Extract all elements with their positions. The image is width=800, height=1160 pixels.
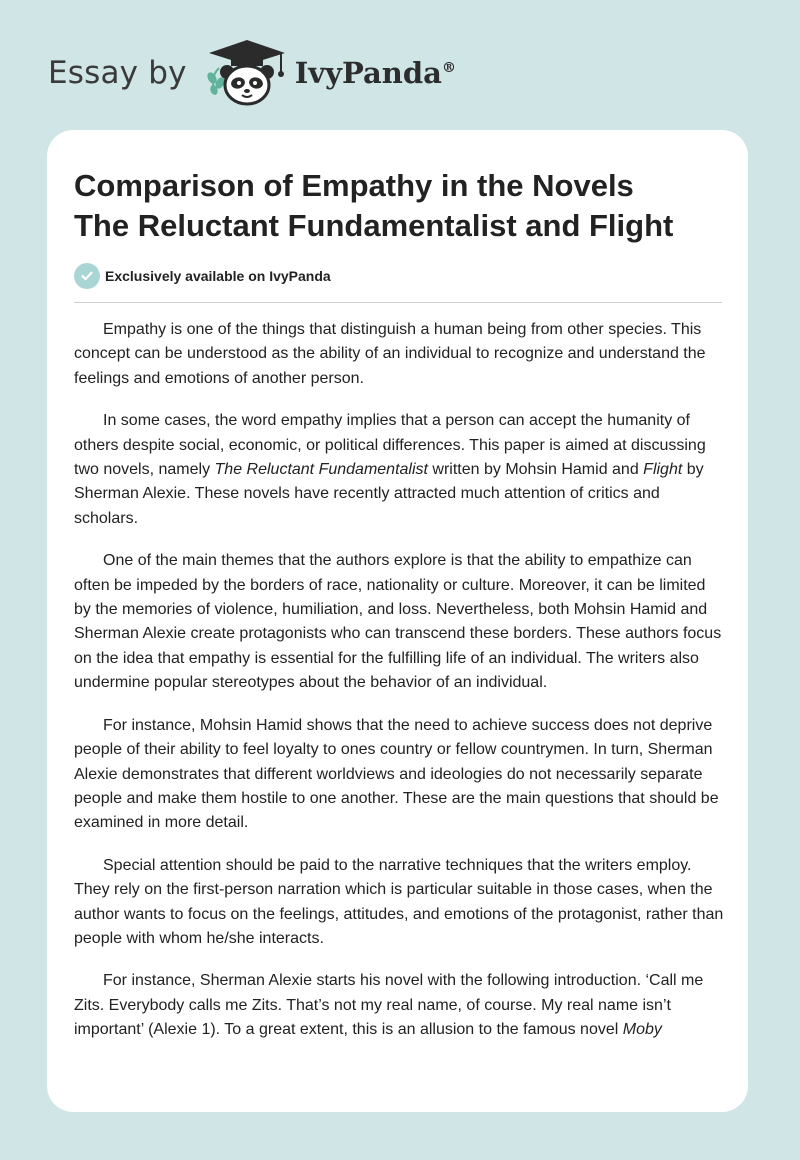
paragraph-2-text-c: written by Mohsin Hamid and — [427, 461, 644, 479]
exclusive-badge — [74, 263, 331, 289]
site-header — [48, 38, 456, 108]
brand-name[interactable] — [295, 56, 456, 90]
divider — [74, 302, 722, 303]
panda-graduation-cap-icon[interactable] — [201, 38, 293, 108]
essay-by-label: Essay by — [48, 55, 187, 91]
essay-body — [74, 318, 724, 1061]
registered-mark: ® — [441, 60, 456, 76]
book-title-flight: Flight — [643, 461, 683, 479]
check-circle-icon — [74, 263, 100, 289]
paragraph-4: For instance, Mohsin Hamid shows that the need to achieve success does not deprive people of their ability to feel loyalty to ones country or fellow countrymen. In turn, Sherman Alexie demonstrates that different worldviews and ideologies do not necessarily separate people and make them hostile to one another. These are the main questions that should be examined in more detail. — [74, 716, 719, 832]
exclusive-label: Exclusively available on IvyPanda — [105, 268, 331, 284]
title-line-2: The Reluctant Fundamentalist and Flight — [74, 208, 674, 243]
paragraph-3: One of the main themes that the authors explore is that the ability to empathize can often be impeded by the borders of race, nationality or culture. Moreover, it can be limited by the memories of violence, humiliation, and loss. Nevertheless, both Mohsin Hamid and Sherman Alexie create protagonists who can transcend these borders. These authors focus on the idea that empathy is essential for the fulfilling life of an individual. The writers also undermine popular stereotypes about the behavior of an individual. — [74, 552, 722, 692]
paragraph-1: Empathy is one of the things that distinguish a human being from other species. This concept can be understood as the ability of an individual to recognize and understand the feelings and emotions of another person. — [74, 321, 706, 387]
essay-title — [74, 166, 734, 246]
paragraph-2-text-e: by Sherman Alexie. These novels have recently attracted much attention of critics and scholars. — [74, 461, 704, 527]
paragraph-2-text-a: In some cases, the word empathy implies that a person can accept the humanity of others despite social, economic, or political differences. This paper is aimed at discussing two novels, namely — [74, 412, 706, 479]
brand-text: IvyPanda — [294, 56, 442, 90]
paragraph-6-text-a: For instance, Sherman Alexie starts his novel with the following introduction. ‘Call me Zits. Everybody calls me Zits. That’s not my real name, of course. My real name isn’t important’ (Alexie 1). To a great extent, this is an allusion to the famous novel — [74, 972, 704, 1039]
title-line-1: Comparison of Empathy in the Novels — [74, 168, 634, 203]
paragraph-2 — [74, 409, 724, 531]
paragraph-5: Special attention should be paid to the narrative techniques that the writers employ. They rely on the first-person narration which is particular suitable in those cases, when the author wants to focus on the feelings, attitudes, and emotions of the protagonist, rather than people with whom he/she interacts. — [74, 856, 724, 947]
book-title-reluctant-fundamentalist: The Reluctant Fundamentalist — [214, 461, 428, 479]
essay-card — [47, 130, 748, 1112]
book-title-moby: Moby — [622, 1021, 662, 1039]
paragraph-6 — [74, 969, 724, 1042]
